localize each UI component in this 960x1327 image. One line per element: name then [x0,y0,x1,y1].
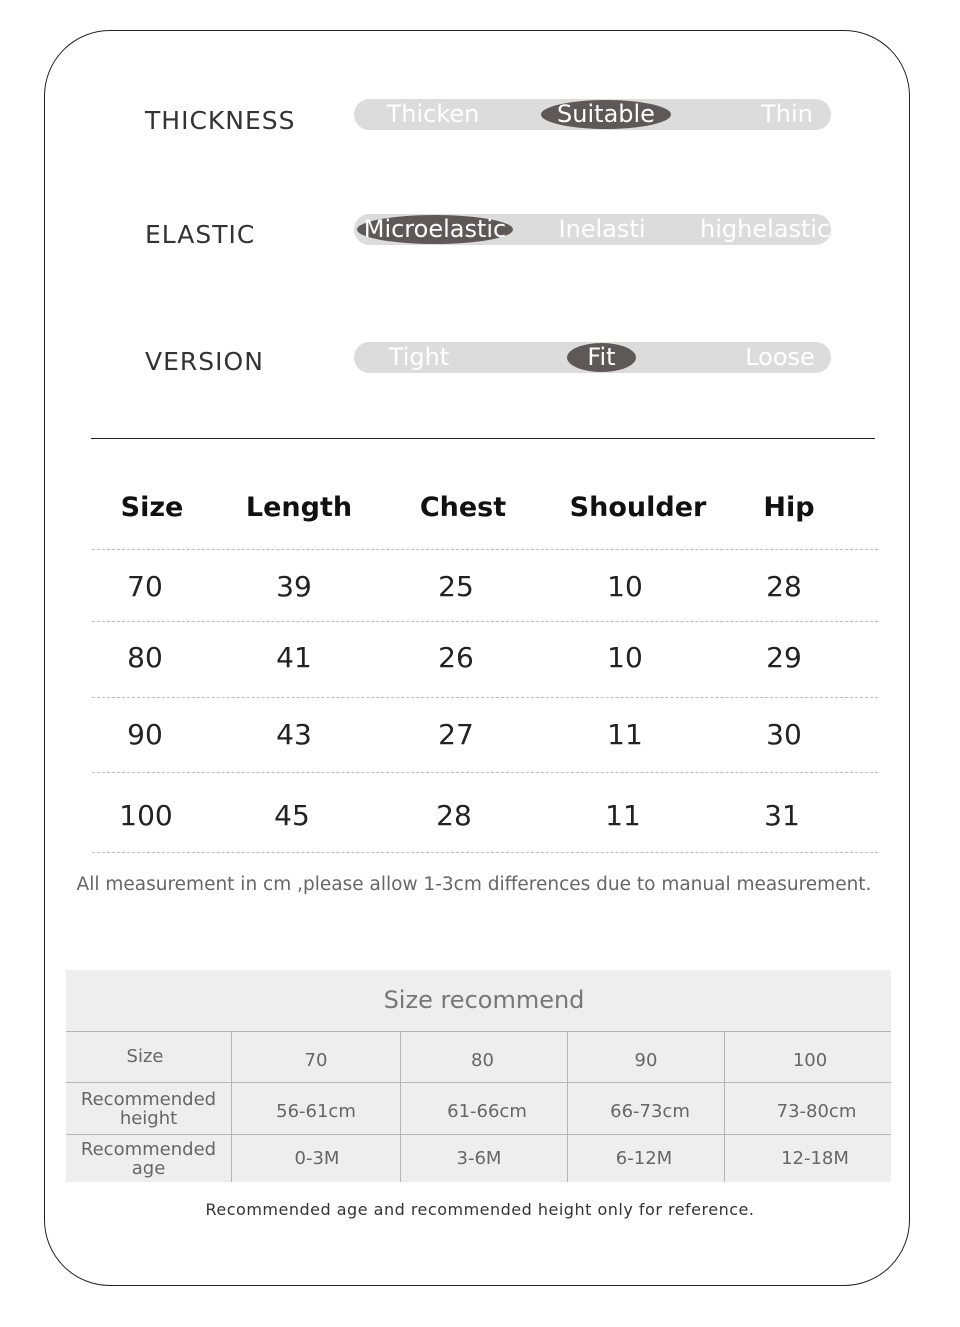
elastic-scale [354,214,831,245]
size-recommend-title: Size recommend [383,986,585,1014]
elastic-option-microelastic-selected: Microelastic [357,215,513,244]
cell-hip: 31 [764,799,800,832]
cell-size: 100 [792,1049,828,1071]
cell-size: 90 [127,718,163,751]
thickness-option-thin: Thin [761,100,813,128]
cell-chest: 26 [438,641,474,674]
cell-shoulder: 11 [605,799,641,832]
cell-size: 90 [634,1049,658,1071]
cell-height: 73-80cm [776,1100,857,1122]
cell-age: 6-12M [615,1148,673,1169]
cell-length: 43 [276,718,312,751]
cell-age: 12-18M [781,1148,849,1169]
table-row [92,550,878,622]
header-size: Size [120,492,184,523]
elastic-option-highelastic: highelastic [700,215,831,243]
cell-age: 0-3M [294,1148,340,1169]
cell-hip: 30 [766,718,802,751]
cell-height: 66-73cm [610,1100,690,1122]
cell-height: 61-66cm [447,1100,527,1122]
thickness-label: THICKNESS [145,106,296,135]
cell-chest: 25 [438,570,474,603]
cell-size: 100 [119,799,173,832]
cell-chest: 28 [436,799,472,832]
header-shoulder: Shoulder [569,492,707,523]
cell-size: 80 [471,1049,494,1071]
cell-shoulder: 10 [607,641,643,674]
version-scale [354,342,831,373]
thickness-scale [354,99,831,130]
thickness-option-thicken: Thicken [386,100,480,128]
table-row [92,698,878,773]
version-option-tight: Tight [388,343,450,371]
row-label-height: Recommended height [80,1088,217,1129]
table-row [92,622,878,698]
cell-size: 70 [127,570,163,603]
measurement-table [92,470,878,853]
cell-height: 56-61cm [276,1100,356,1122]
cell-size: 70 [304,1049,328,1071]
thickness-option-suitable-selected: Suitable [541,100,671,129]
cell-size: 80 [127,641,163,674]
table-header-row [92,470,878,550]
header-chest: Chest [419,492,507,523]
version-option-fit-selected: Fit [567,343,636,372]
measurement-note: All measurement in cm ,please allow 1-3cm differences due to manual measurement. [76,874,872,895]
version-option-loose: Loose [745,343,815,371]
row-label-size: Size [126,1045,164,1067]
cell-length: 45 [274,799,310,832]
recommend-note: Recommended age and recommended height only for reference. [205,1200,755,1219]
cell-length: 41 [276,641,312,674]
elastic-option-inelasti: Inelasti [558,215,646,243]
cell-hip: 29 [766,641,802,674]
cell-shoulder: 10 [607,570,643,603]
cell-age: 3-6M [456,1148,502,1169]
section-divider [91,438,875,439]
size-recommend-table [66,970,891,1182]
elastic-label: ELASTIC [145,220,256,249]
header-hip: Hip [763,492,815,523]
cell-shoulder: 11 [607,718,643,751]
table-row [92,773,878,853]
cell-length: 39 [276,570,312,603]
cell-chest: 27 [438,718,474,751]
header-length: Length [245,492,353,523]
row-label-age: Recommended age [80,1138,217,1179]
cell-hip: 28 [766,570,802,603]
version-label: VERSION [145,347,264,376]
